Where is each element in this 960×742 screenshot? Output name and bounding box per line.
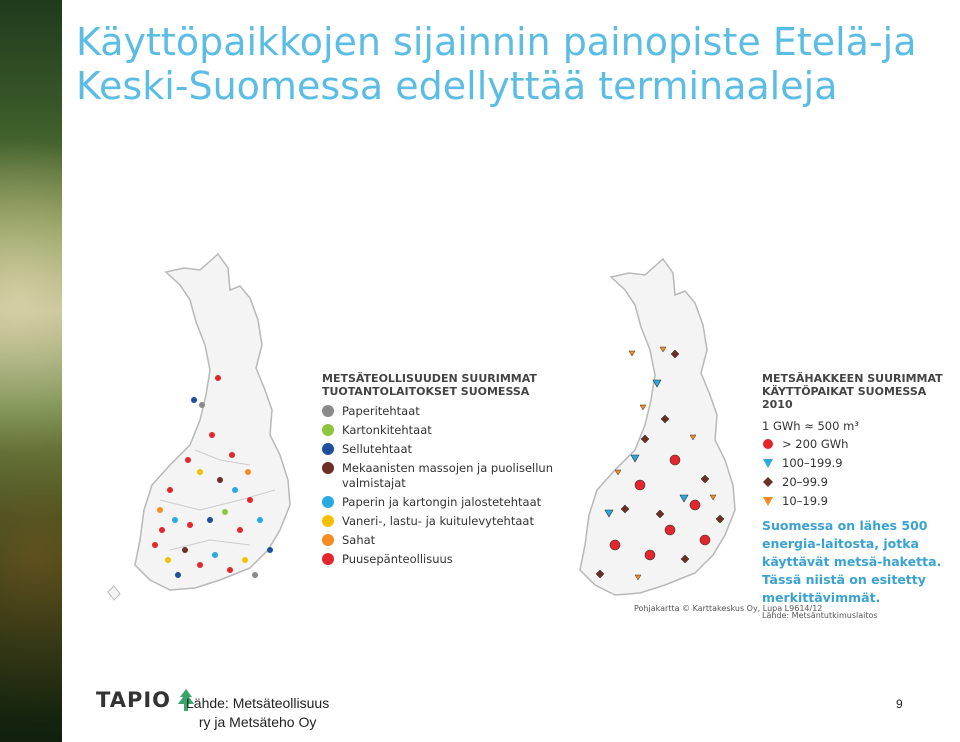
medium-plant-marker [762,457,774,469]
legend-item: 100–199.9 [762,456,952,471]
unit-note: 1 GWh ≈ 500 m³ [762,419,859,433]
panel-mill-marker [322,515,334,527]
legend-item: 10–19.9 [762,494,952,509]
legend-item: Sahat [322,533,562,548]
legend-title-line2: TUOTANTOLAITOKSET SUOMESSA [322,385,530,398]
legend-note: Suomessa on lähes 500 energia-laitosta, jotka käyttävät metsä-haketta. Tässä niistä on esitetty merkittävimmät. [762,518,942,605]
finland-outline [135,254,290,590]
legend-item: Vaneri-, lastu- ja kuitulevytehtaat [322,514,562,529]
footer-source: Lähde: Metsäteollisuus ry ja Metsäteho Oy [186,695,330,730]
industry-legend [322,372,562,567]
finland-map-industry [100,250,315,610]
legend-item: > 200 GWh [762,437,952,452]
mechanical-pulp-marker [322,462,334,474]
joinery-marker [322,553,334,565]
legend-title-line1: METSÄTEOLLISUUDEN SUURIMMAT [322,372,537,385]
legend-item: Paperitehtaat [322,404,562,419]
sawmill-marker [322,534,334,546]
page-title: Käyttöpaikkojen sijainnin painopiste Etelä-ja Keski-Suomessa edellyttää terminaaleja [76,20,917,108]
wood-chip-legend [762,372,952,620]
legend-source: Lähde: Metsäntutkimuslaitos [762,611,878,620]
large-plant-marker [762,438,774,450]
page-number: 9 [896,697,903,711]
tapio-logo: TAPIO [96,688,195,712]
legend-item: Kartonkitehtaat [322,423,562,438]
map-credit: Pohjakartta © Karttakeskus Oy, Lupa L9614/12 [634,604,823,613]
legend-item: Sellutehtaat [322,442,562,457]
smallest-plant-marker [762,495,774,507]
side-photo [0,0,62,742]
pulp-mill-marker [322,443,334,455]
finland-map-wood-chips [545,255,755,605]
legend-item: Mekaanisten massojen ja puolisellun valmistajat [322,461,562,491]
small-plant-marker [762,476,774,488]
converting-mill-marker [322,496,334,508]
legend-item: Puusepänteollisuus [322,552,562,567]
finland-outline [580,259,735,595]
legend-item: Paperin ja kartongin jalostetehtaat [322,495,562,510]
board-mill-marker [322,424,334,436]
paper-mill-marker [322,405,334,417]
legend-title-line2: KÄYTTÖPAIKAT SUOMESSA 2010 [762,385,927,411]
legend-title-line1: METSÄHAKKEEN SUURIMMAT [762,372,943,385]
legend-item: 20–99.9 [762,475,952,490]
